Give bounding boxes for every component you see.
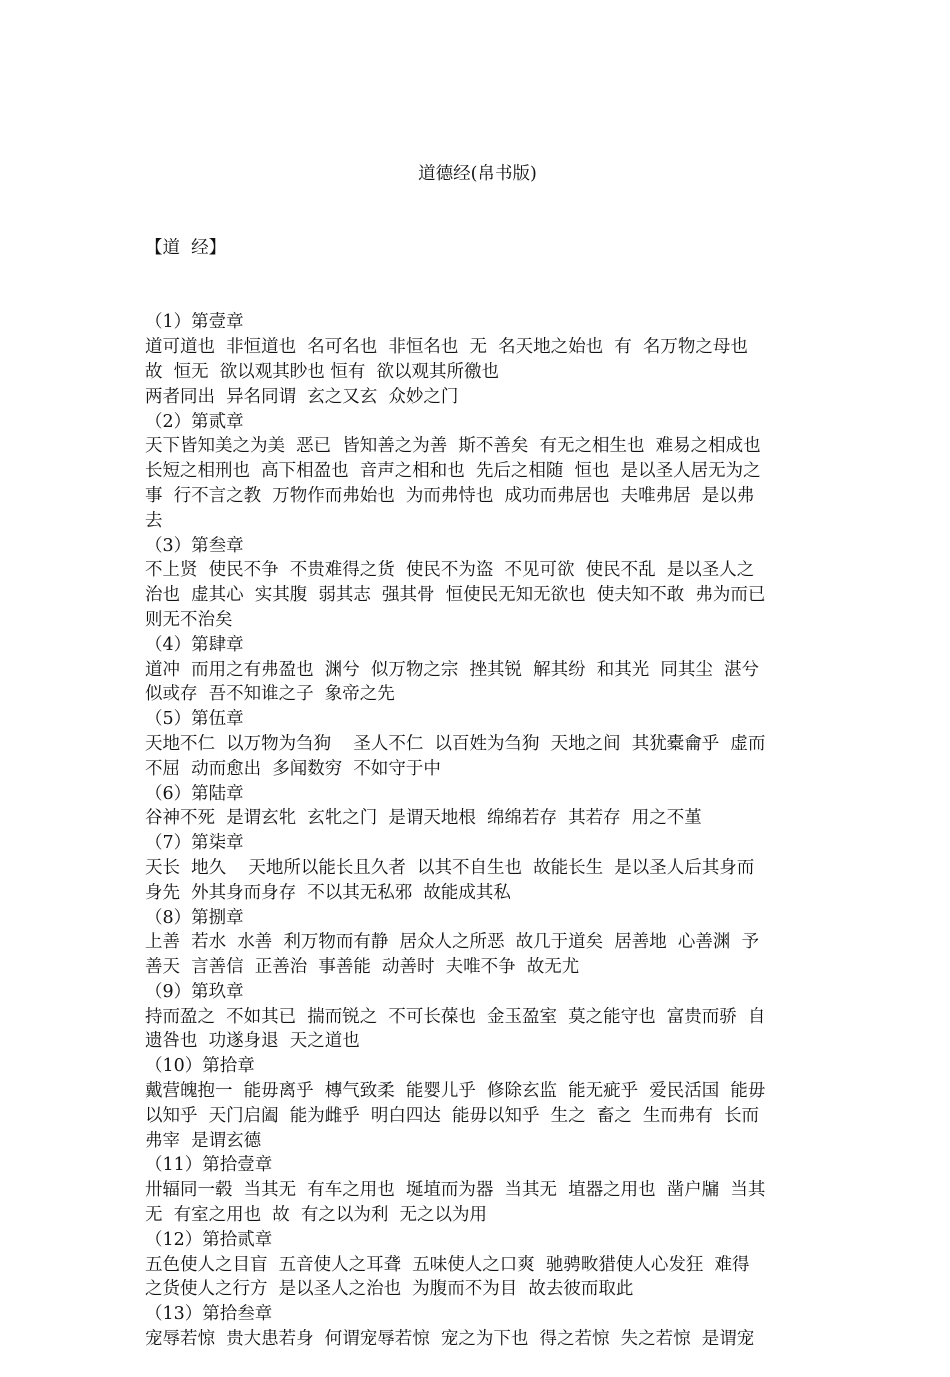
chapter-heading: （12）第拾贰章	[145, 1229, 273, 1250]
chapter-text-line: 上善 若水 水善 利万物而有静 居众人之所恶 故几于道矣 居善地 心善渊 予	[145, 932, 760, 953]
chapter-text-line: 宠辱若惊 贵大患若身 何谓宠辱若惊 宠之为下也 得之若惊 失之若惊 是谓宠	[145, 1329, 755, 1350]
chapter-heading: （6）第陆章	[145, 783, 244, 804]
chapter-text-line: 天长 地久 天地所以能长且久者 以其不自生也 故能长生 是以圣人后其身而	[145, 857, 755, 878]
chapter-heading: （4）第肆章	[145, 634, 244, 655]
chapter-text-line: 不屈 动而愈出 多闻数穷 不如守于中	[145, 758, 441, 779]
chapter-text-line: 去	[145, 510, 163, 531]
chapter-text-line: 以知乎 天门启阖 能为雌乎 明白四达 能毋以知乎 生之 畜之 生而弗有 长而	[145, 1105, 760, 1126]
chapter-heading: （2）第贰章	[145, 411, 244, 432]
chapter-text-line: 无 有室之用也 故 有之以为利 无之以为用	[145, 1205, 488, 1226]
chapter-text-line: 谷神不死 是谓玄牝 玄牝之门 是谓天地根 绵绵若存 其若存 用之不堇	[145, 808, 702, 829]
chapter-text-line: 天下皆知美之为美 恶已 皆知善之为善 斯不善矣 有无之相生也 难易之相成也	[145, 436, 761, 457]
chapter-text-line: 故 恒无 欲以观其眇也 恒有 欲以观其所徼也	[145, 361, 499, 382]
chapter-text-line: 治也 虚其心 实其腹 弱其志 强其骨 恒使民无知无欲也 使夫知不敢 弗为而已	[145, 585, 766, 606]
chapter-text-line: 善天 言善信 正善治 事善能 动善时 夫唯不争 故无尤	[145, 957, 580, 978]
chapter-heading: （3）第叁章	[145, 535, 244, 556]
chapter-text-line: 身先 外其身而身存 不以其无私邪 故能成其私	[145, 882, 511, 903]
chapter-text-line: 似或存 吾不知谁之子 象帝之先	[145, 684, 395, 705]
chapter-text-line: 长短之相刑也 高下相盈也 音声之相和也 先后之相随 恒也 是以圣人居无为之	[145, 461, 761, 482]
chapter-text-line: 五色使人之目盲 五音使人之耳聋 五味使人之口爽 驰骋畋猎使人心发狂 难得	[145, 1254, 750, 1275]
chapter-heading: （11）第拾壹章	[145, 1155, 273, 1176]
chapter-text-line: 弗宰 是谓玄德	[145, 1130, 262, 1151]
chapter-text-line: 遗咎也 功遂身退 天之道也	[145, 1031, 360, 1052]
chapter-text-line: 卅辐同一毂 当其无 有车之用也 埏埴而为器 当其无 埴器之用也 凿户牖 当其	[145, 1180, 766, 1201]
document-page	[145, 112, 810, 1377]
chapter-text-line: 之货使人之行方 是以圣人之治也 为腹而不为目 故去彼而取此	[145, 1279, 634, 1300]
chapter-text-line: 持而盈之 不如其已 揣而锐之 不可长葆也 金玉盈室 莫之能守也 富贵而骄 自	[145, 1006, 766, 1027]
chapter-text-line: 道冲 而用之有弗盈也 渊兮 似万物之宗 挫其锐 解其纷 和其光 同其尘 湛兮	[145, 659, 760, 680]
chapter-heading: （10）第拾章	[145, 1056, 255, 1077]
chapter-heading: （1）第壹章	[145, 312, 244, 333]
chapter-heading: （5）第伍章	[145, 709, 244, 730]
chapter-text-line: 天地不仁 以万物为刍狗 圣人不仁 以百姓为刍狗 天地之间 其犹橐龠乎 虚而	[145, 733, 766, 754]
chapter-text-line: 事 行不言之教 万物作而弗始也 为而弗恃也 成功而弗居也 夫唯弗居 是以弗	[145, 485, 755, 506]
chapter-text-line: 则无不治矣	[145, 609, 233, 630]
chapter-heading: （13）第拾叁章	[145, 1304, 273, 1325]
chapter-text-line: 戴营魄抱一 能毋离乎 槫气致柔 能婴儿乎 修除玄监 能无疵乎 爱民活国 能毋	[145, 1081, 766, 1102]
chapter-heading: （9）第玖章	[145, 981, 244, 1002]
chapter-heading: （7）第柒章	[145, 833, 244, 854]
chapter-list	[145, 310, 810, 1351]
chapter-text-line: 不上贤 使民不争 不贵难得之货 使民不为盗 不见可欲 使民不乱 是以圣人之	[145, 560, 755, 581]
chapter-text-line: 两者同出 异名同谓 玄之又玄 众妙之门	[145, 386, 459, 407]
section-heading: 【道 经】	[145, 237, 227, 258]
chapter-heading: （8）第捌章	[145, 907, 244, 928]
document-title: 道德经(帛书版)	[418, 163, 537, 184]
chapter-text-line: 道可道也 非恒道也 名可名也 非恒名也 无 名天地之始也 有 名万物之母也	[145, 337, 748, 358]
